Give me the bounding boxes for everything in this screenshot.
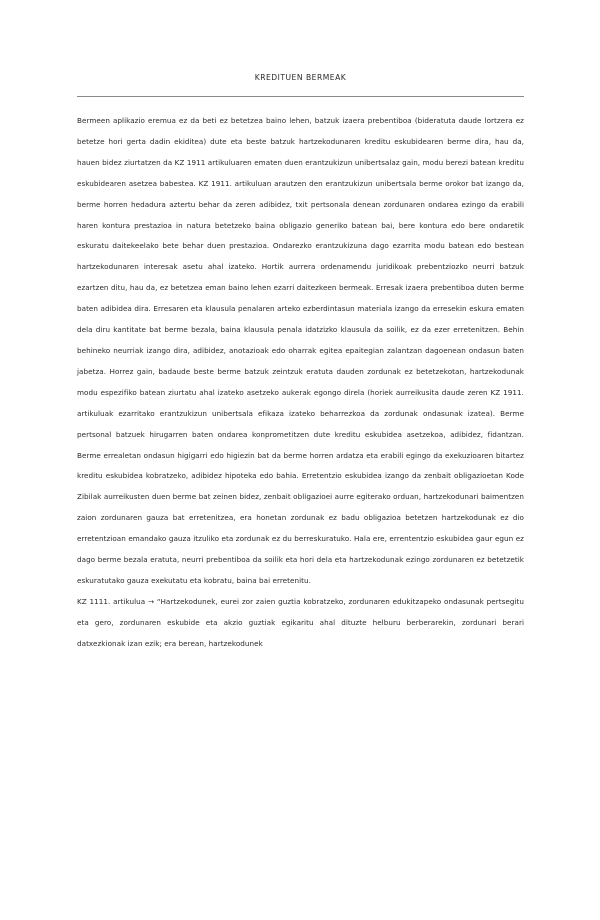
document-page: [0, 72, 600, 920]
title-divider: [77, 96, 524, 97]
paragraph: KZ 1111. artikulua → “Hartzekodunek, eurei zor zaien guztia kobratzeko, zordunaren edukitzapeko ondasunak pertsegitu eta gero, zordunaren eskubide eta akzio guztiak egikaritu ahal dituzte helburu berberarekin, zordunari berari datxezkionak izan ezik; era berean, hartzekodunek: [77, 596, 524, 648]
paragraph: Bermeen aplikazio eremua ez da beti ez betetzea baino lehen, batzuk izaera prebentiboa (bideratuta daude lortzera ez betetze hori gerta dadin ekiditea) dute eta beste batzuk hartzekodunaren kreditu eskubidearen berme dira, hau da, hauen bidez ziurtatzen da KZ 1911 artikuluaren ematen duen erantzukizun unibertsalaz gain, modu berezi batean kreditu eskubidearen asetzea babestea. KZ 1911. artikuluan arautzen den erantzukizun unibertsala berme orokor bat izango da, berme horren hedadura aztertu behar da zeren adibidez, txit pertsonala denean zordunaren ondarea ezingo da erabili haren kontura prestazioa in natura betetzeko baina obligazio generiko batean bai, bere kontura edo bere ondaretik eskuratu daitekeelako bete behar duen prestazioa. Ondarezko erantzukizuna dago ezarrita modu batean edo bestean hartzekodunaren interesak asetu ahal izateko. Hortik aurrera ordenamendu juridikoak prebentziozko neurri batzuk ezartzen ditu, hau da, ez betetzea eman baino lehen ezarri daitezkeen bermeak. Erresak izaera prebentiboa duten berme baten adibidea dira. Erresaren eta klausula penalaren arteko ezberdintasun materiala izango da erresekin eskura ematen dela diru kantitate bat berme bezala, baina klausula penala idatzizko klausula da soilik, ez da ezer erretenitzen. Behin behineko neurriak izango dira, adibidez, anotazioak edo oharrak egitea epaitegian zalantzan dagoenean ondasun baten jabetza. Horrez gain, badaude beste berme batzuk zeintzuk eratuta dauden zordunak ez betetzekotan, hartzekodunak modu espezifiko batean ziurtatu ahal izateko asetzeko aukerak egongo direla (horiek aurreikusita daude zeren KZ 1911. artikuluak ezarritako erantzukizun unibertsala efikaza izateko beharrezkoa da zordunak ondasunak izatea). Berme pertsonal batzuek hirugarren baten ondarea konprometitzen dute kreditu eskubidea asetzekoa, adibidez, fidantzan. Berme errealetan ondasun higigarri edo higiezin bat da berme horren ardatza eta erabili egingo da exekuzioaren bitartez kreditu eskubidea kobratzeko, adibidez hipoteka edo bahia. Erretentzio eskubidea izango da zenbait obligazioetan Kode Zibilak aurreikusten duen berme bat zeinen bidez, zenbait obligazioei aurre egiterako orduan, hartzekodunari baimentzen zaion zordunaren gauza bat erretenitzea, era honetan zordunak ez badu obligazioa betetzen hartzekodunak ez dio erretentzioan emandako gauza itzuliko eta zordunak ez du berreskuratuko. Hala ere, errententzio eskubidea gaur egun ez dago berme bezala eratuta, neurri prebentiboa da soilik eta hori dela eta hartzekodunak ezingo zordunaren ez betetzetik eskuratutako gauza exekutatu eta kobratu, baina bai erretenitu.: [77, 116, 524, 585]
document-body: [77, 111, 524, 655]
document-title: KREDITUEN BERMEAK: [254, 73, 347, 82]
